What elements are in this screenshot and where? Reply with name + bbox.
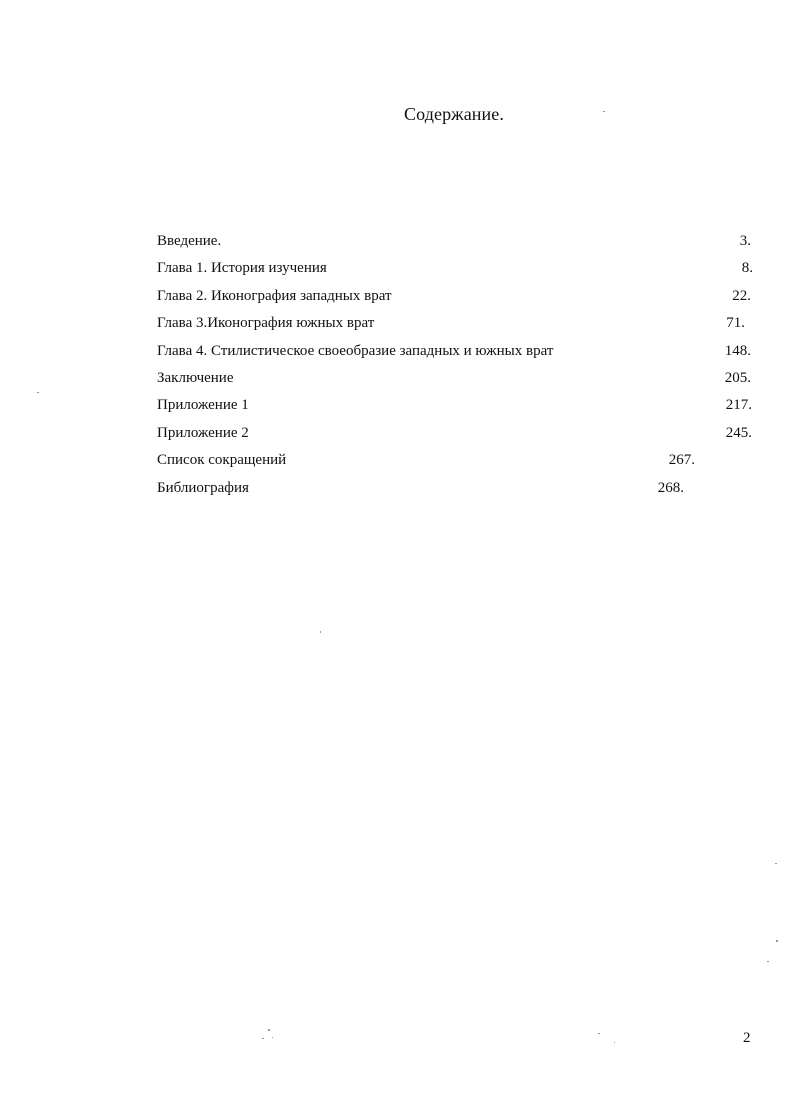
toc-entry (157, 478, 757, 505)
toc-entry (157, 313, 757, 340)
scan-speck (320, 631, 321, 633)
toc-entry-page: 268. (657, 479, 684, 496)
toc-entry-label: Введение. (157, 233, 222, 249)
scan-speck (37, 392, 39, 393)
toc-entry (157, 423, 757, 450)
toc-entry-page: 8. (741, 260, 753, 277)
toc-entry-label: Приложение 1 (157, 397, 249, 414)
scan-speck (614, 1042, 615, 1043)
page-number: 2 (743, 1030, 751, 1046)
scan-speck (272, 1037, 273, 1038)
toc-entry-label: Глава 4. Стилистическое своеобразие западных и южных врат (157, 342, 554, 359)
scan-speck (767, 961, 769, 962)
scan-speck (268, 1029, 270, 1031)
toc-entry-page: 71. (726, 315, 745, 332)
table-of-contents (157, 231, 757, 505)
toc-entry-label: Библиография (157, 479, 249, 496)
toc-entry (157, 286, 757, 313)
toc-entry (157, 231, 757, 258)
scan-speck (598, 1033, 600, 1034)
toc-entry-page: 267. (668, 452, 695, 469)
scan-speck (603, 111, 605, 112)
toc-entry-page: 205. (724, 369, 751, 386)
toc-entry-label: Список сокращений (157, 452, 287, 469)
toc-entry-label: Заключение (157, 369, 234, 386)
toc-title: Содержание. (404, 104, 504, 124)
toc-entry-page: 217. (725, 397, 752, 414)
toc-entry-page: 3. (739, 233, 751, 249)
scan-speck (262, 1038, 264, 1039)
toc-entry-page: 245. (725, 424, 752, 441)
toc-entry (157, 395, 757, 422)
toc-entry-label: Глава 3.Иконография южных врат (157, 315, 375, 332)
scan-speck (775, 863, 777, 864)
toc-entry (157, 450, 757, 477)
toc-entry (157, 368, 757, 395)
toc-entry-label: Глава 2. Иконография западных врат (157, 287, 392, 304)
toc-entry (157, 258, 757, 285)
scan-speck (776, 940, 778, 942)
toc-entry-page: 148. (724, 342, 751, 359)
toc-entry (157, 341, 757, 368)
toc-entry-label: Приложение 2 (157, 424, 249, 441)
toc-entry-label: Глава 1. История изучения (157, 260, 327, 277)
toc-entry-page: 22. (732, 287, 751, 304)
